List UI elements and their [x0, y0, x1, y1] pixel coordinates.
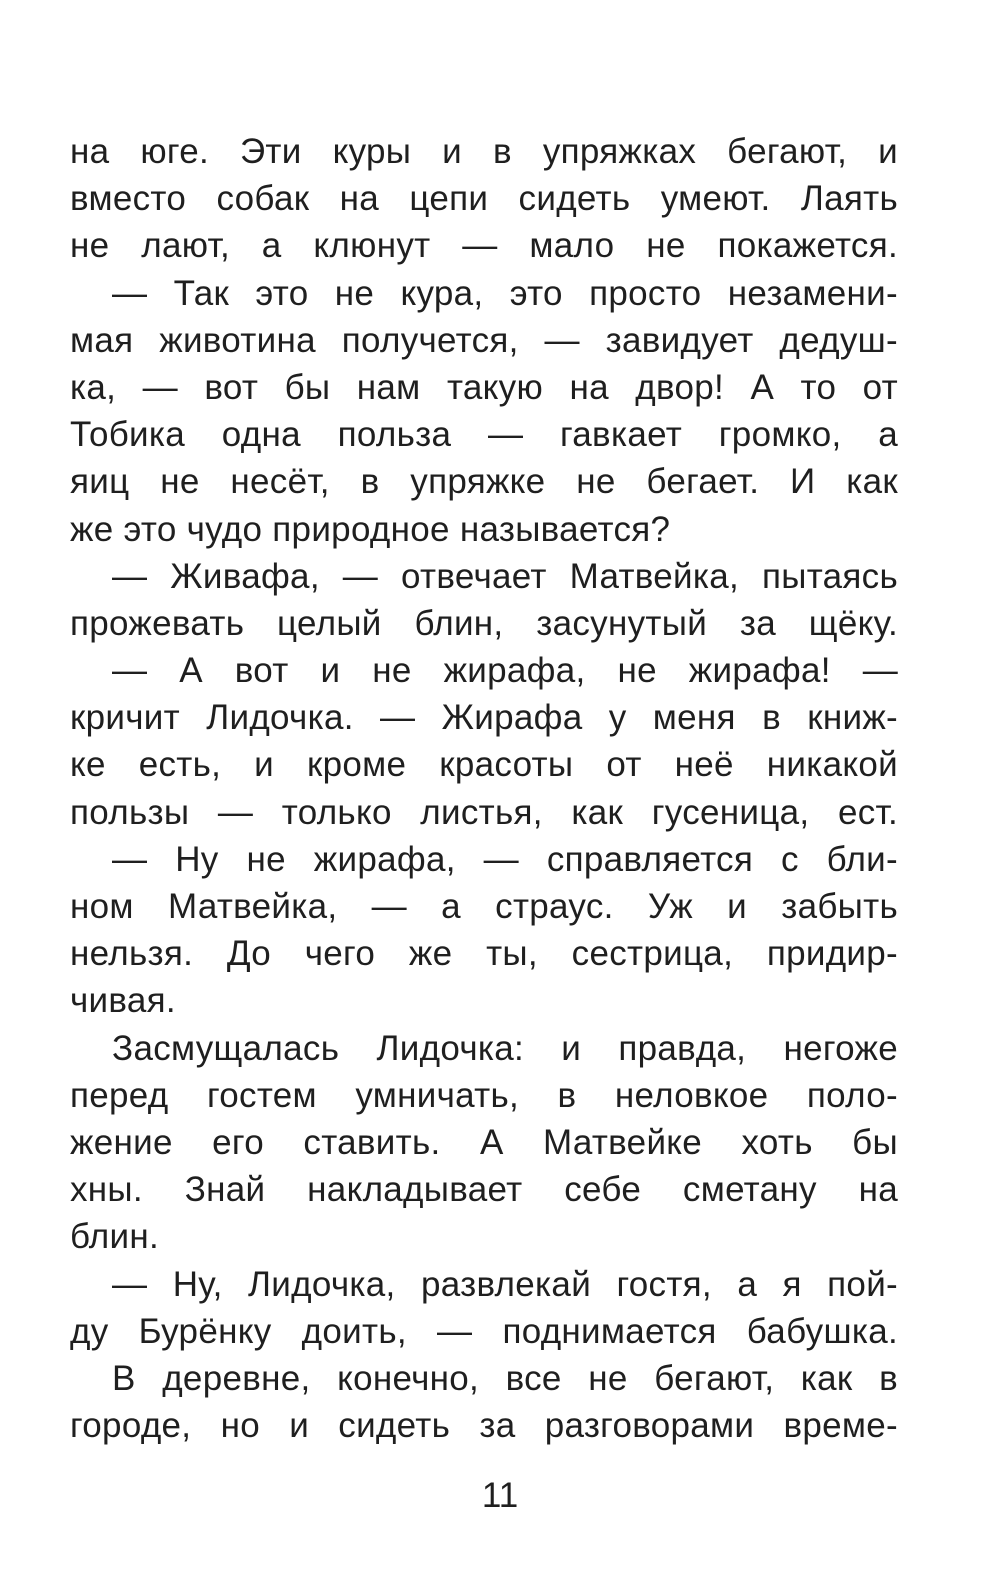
text-line: яиц не несёт, в упряжке не бегает. И как [70, 462, 898, 502]
text-line: нельзя. До чего же ты, сестрица, придир- [70, 934, 898, 974]
text-line: — Ну, Лидочка, развлекай гостя, а я пой- [112, 1264, 898, 1304]
text-line: Засмущалась Лидочка: и правда, негоже [112, 1028, 898, 1068]
text-line: пользы — только листья, как гусеница, ест. [70, 792, 898, 832]
text-line: городе, но и сидеть за разговорами време- [70, 1406, 898, 1446]
text-line: блин. [70, 1217, 159, 1257]
text-line: же это чудо природное называется? [70, 509, 671, 549]
text-line: — Ну не жирафа, — справляется с бли- [112, 839, 898, 879]
page-number: 11 [481, 1476, 519, 1515]
text-line: ду Бурёнку доить, — поднимается бабушка. [70, 1311, 898, 1351]
text-line: мая животина получется, — завидует дедуш- [70, 320, 898, 360]
text-line: ном Матвейка, — а страус. Уж и забыть [70, 887, 898, 926]
text-line: ке есть, и кроме красоты от неё никакой [70, 745, 898, 785]
text-line: не лают, а клюнут — мало не покажется. [70, 226, 898, 266]
text-line: жение его ставить. А Матвейке хоть бы [70, 1122, 898, 1162]
text-line: — А вот и не жирафа, не жирафа! — [112, 651, 898, 691]
text-line: вместо собак на цепи сидеть умеют. Лаять [70, 179, 898, 219]
text-line: ка, — вот бы нам такую на двор! А то от [70, 367, 898, 407]
body-text [70, 128, 898, 1449]
text-line: прожевать целый блин, засунутый за щёку. [70, 603, 898, 643]
text-line: — Так это не кура, это просто незамени- [112, 273, 898, 313]
text-line: Тобика одна польза — гавкает громко, а [70, 415, 898, 455]
text-line: хны. Знай накладывает себе сметану на [70, 1170, 898, 1210]
text-line: на юге. Эти куры и в упряжках бегают, и [70, 132, 898, 171]
text-line: перед гостем умничать, в неловкое поло- [70, 1075, 898, 1115]
text-line: кричит Лидочка. — Жирафа у меня в книж- [70, 698, 898, 738]
text-line: чивая. [70, 981, 176, 1021]
text-line: — Живафа, — отвечает Матвейка, пытаясь [112, 556, 898, 596]
text-line: В деревне, конечно, все не бегают, как в [112, 1358, 898, 1398]
